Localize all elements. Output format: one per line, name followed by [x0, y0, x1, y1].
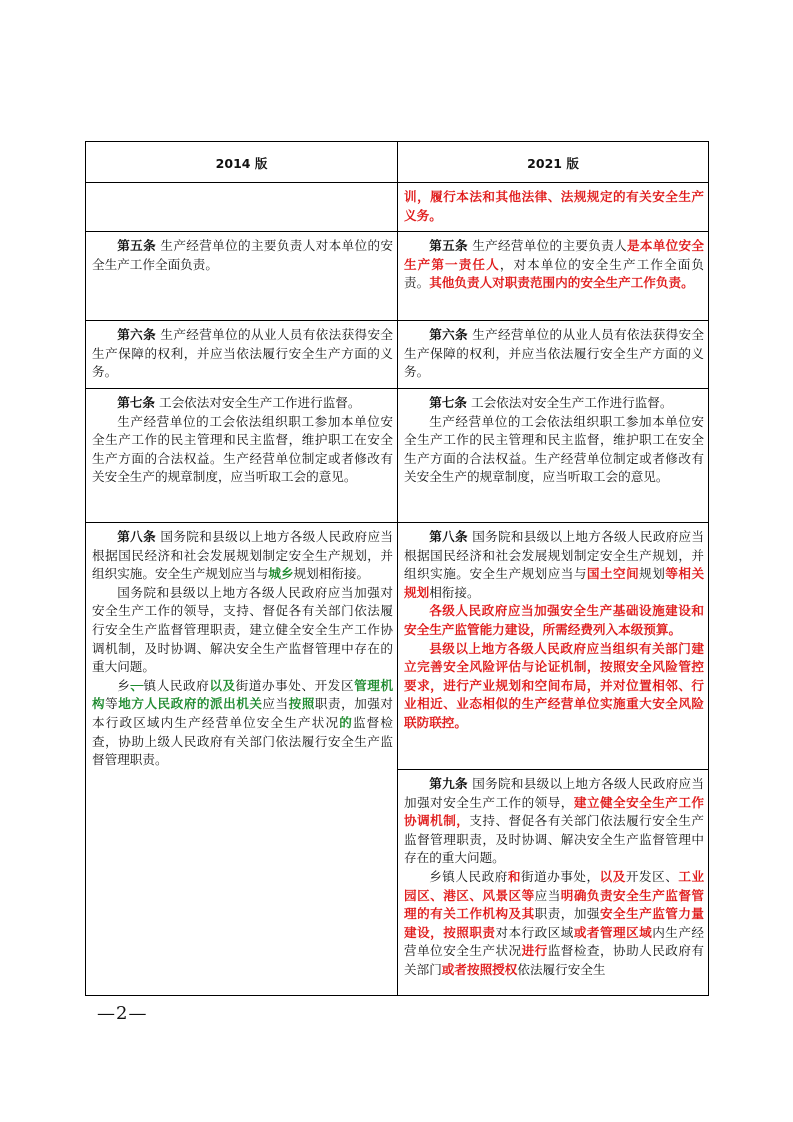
table-row: [86, 388, 709, 522]
table-row: [86, 321, 709, 389]
cell-2021-art8: 第八条 国务院和县级以上地方各级人民政府应当根据国民经济和社会发展规划制定安全生产规划，并组织实施。安全生产规划应当与国土空间规划等相关规划相衔接。 各级人民政府应当加强安全生产基础设施建设和安全生产监管能力建设，所需经费列入本级预算。 县级以上地方各级人民政府应当组织有关部门建立完善安全风险评估与论证机制，按照安全风险管控要求，进行产业规划和空间布局，并对位置相邻、行业相近、业态相似的生产经营单位实施重大安全风险联防联控。: [398, 522, 709, 769]
table-row: [86, 183, 709, 232]
header-2014: 2014 版: [86, 142, 398, 183]
header-2021: 2021 版: [398, 142, 709, 183]
cell-2014-art8: 第八条 国务院和县级以上地方各级人民政府应当根据国民经济和社会发展规划制定安全生产规划，并组织实施。安全生产规划应当与城乡规划相衔接。 国务院和县级以上地方各级人民政府应当加强对安全生产工作的领导，支持、督促各有关部门依法履行安全生产监督管理职责，建立健全安全生产工作协调机制，及时协调、解决安全生产监督管理中存在的重大问题。 乡、镇人民政府以及街道办事处、开发区管理机构等地方人民政府的派出机关应当按照职责，加强对本行政区域内生产经营单位安全生产状况的监督检查，协助上级人民政府有关部门依法履行安全生产监督管理职责。: [86, 522, 398, 995]
cell-2021-art6: 第六条 生产经营单位的从业人员有依法获得安全生产保障的权利，并应当依法履行安全生产方面的义务。: [398, 321, 709, 389]
comparison-page: [85, 141, 708, 996]
cell-2021-art9: 第九条 国务院和县级以上地方各级人民政府应当加强对安全生产工作的领导，建立健全安全生产工作协调机制，支持、督促各有关部门依法履行安全生产监督管理职责，及时协调、解决安全生产监督管理中存在的重大问题。 乡镇人民政府和街道办事处，以及开发区、工业园区、港区、风景区等应当明确负责安全生产监督管理的有关工作机构及其职责，加强安全生产监管力量建设，按照职责对本行政区域或者管理区域内生产经营单位安全生产状况进行监督检查，协助人民政府有关部门或者按照授权依法履行安全生: [398, 769, 709, 995]
cell-2021-continuation: 训，履行本法和其他法律、法规规定的有关安全生产义务。: [398, 183, 709, 232]
cell-2014-art7: 第七条 工会依法对安全生产工作进行监督。 生产经营单位的工会依法组织职工参加本单位安全生产工作的民主管理和民主监督，维护职工在安全生产方面的合法权益。生产经营单位制定或者修改有关安全生产的规章制度，应当听取工会的意见。: [86, 388, 398, 522]
cell-2014-art6: 第六条 生产经营单位的从业人员有依法获得安全生产保障的权利，并应当依法履行安全生产方面的义务。: [86, 321, 398, 389]
cell-2021-art5: 第五条 生产经营单位的主要负责人是本单位安全生产第一责任人，对本单位的安全生产工作全面负责。其他负责人对职责范围内的安全生产工作负责。: [398, 232, 709, 321]
cell-2014-continuation: [86, 183, 398, 232]
cell-2014-art5: 第五条 生产经营单位的主要负责人对本单位的安全生产工作全面负责。: [86, 232, 398, 321]
header-row: [86, 142, 709, 183]
comparison-table: [85, 141, 709, 996]
page-number: —2—: [97, 1003, 148, 1024]
table-row: [86, 522, 709, 769]
cell-2021-art7: 第七条 工会依法对安全生产工作进行监督。 生产经营单位的工会依法组织职工参加本单位安全生产工作的民主管理和民主监督，维护职工在安全生产方面的合法权益。生产经营单位制定或者修改有关安全生产的规章制度，应当听取工会的意见。: [398, 388, 709, 522]
table-row: [86, 232, 709, 321]
